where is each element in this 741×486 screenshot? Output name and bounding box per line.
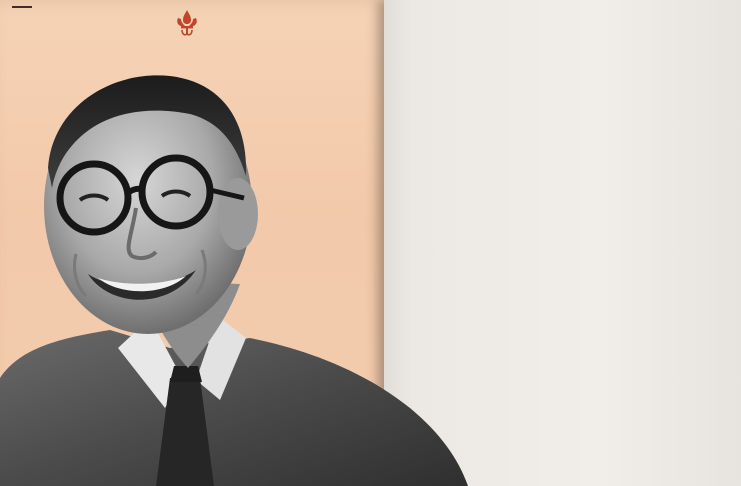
florence-lily-seal-icon — [174, 8, 200, 38]
header-mark — [12, 6, 32, 8]
portrait-photo — [0, 48, 470, 486]
